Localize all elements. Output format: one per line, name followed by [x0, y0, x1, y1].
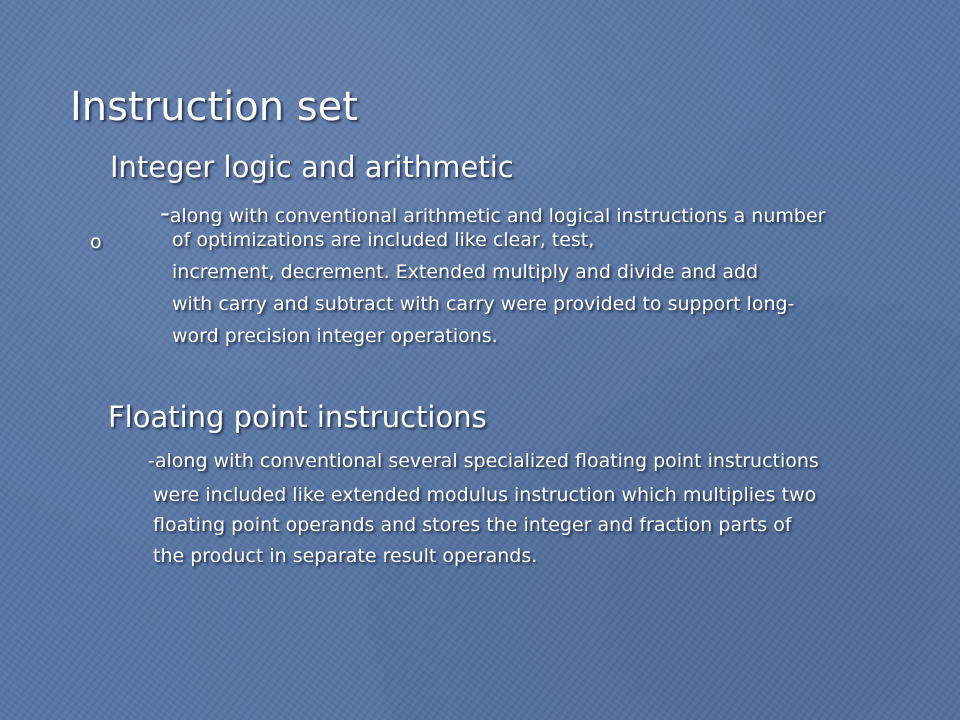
- floating-point-description: [148, 450, 928, 580]
- dash-marker: -: [160, 198, 170, 229]
- text-line: [160, 198, 825, 229]
- section-heading-floating-point: Floating point instructions: [108, 400, 487, 434]
- text-line: the product in separate result operands.: [153, 545, 538, 567]
- text-line: word precision integer operations.: [172, 325, 498, 347]
- text-line: -along with conventional several specialized floating point instructions: [148, 450, 819, 472]
- slide-title: Instruction set: [70, 84, 358, 130]
- text-line: with carry and subtract with carry were provided to support long-: [172, 293, 795, 315]
- text-line: floating point operands and stores the integer and fraction parts of: [153, 514, 792, 536]
- integer-description: [160, 198, 920, 358]
- text-line: of optimizations are included like clear, test,: [172, 229, 595, 251]
- section-heading-integer: Integer logic and arithmetic: [110, 150, 514, 184]
- text-line-content: along with conventional arithmetic and logical instructions a number: [169, 205, 826, 227]
- text-line: increment, decrement. Extended multiply and divide and add: [172, 261, 759, 283]
- bullet-marker: o: [90, 231, 102, 253]
- text-line: were included like extended modulus instruction which multiplies two: [153, 484, 817, 506]
